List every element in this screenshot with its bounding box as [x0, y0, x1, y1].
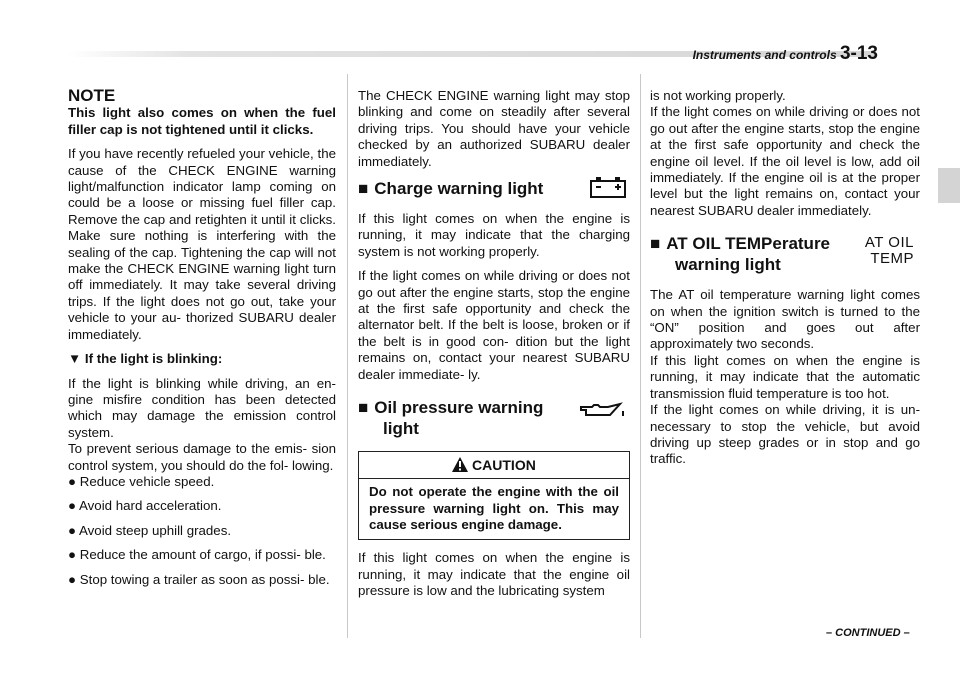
section-number: 3-13: [839, 43, 878, 64]
warning-triangle-icon: [452, 457, 468, 472]
continued-label: – CONTINUED –: [826, 627, 910, 639]
list-item: ● Reduce the amount of cargo, if possi- ble.: [68, 547, 326, 563]
list-item: ● Avoid hard acceleration.: [68, 498, 222, 514]
bullet-icon: ●: [68, 571, 77, 587]
note-text: This light also comes on when the fuel filler cap is not tightened until it clicks.: [68, 105, 336, 137]
page-header: [693, 43, 878, 65]
section-oil-pressure: ■ Oil pressure warning light: [358, 397, 630, 439]
paragraph: The AT oil temperature warning light comes on when the ignition switch is turned to the “ON” position and goes out after approximately two seconds.: [650, 287, 920, 352]
column-divider: [640, 74, 641, 638]
paragraph: If the light comes on while driving or does not go out after the engine starts, stop the engine at the first safe opportunity and check the alternator belt. If the belt is loose, broken or if the belt is in good con- dition but the light remains on, contact your nearest SUBARU dealer immediate- ly.: [358, 268, 630, 382]
caution-label: CAUTION: [472, 457, 536, 474]
paragraph: is not working properly.: [650, 88, 786, 103]
column-right: [650, 88, 920, 468]
bullet-icon: ●: [68, 473, 77, 489]
paragraph: If you have recently refueled your vehicle, the cause of the CHECK ENGINE warning light/malfunction indicator lamp coming on could be a loose or missing fuel filler cap. Remove the cap and retighten it until it clicks. Make sure nothing is interfering with the sealing of the cap. Tightening the cap will not make the CHECK ENGINE warning light turn off immediately. It may take several driving trips. If the light does not go out, take your vehicle to your au- thorized SUBARU dealer immediately.: [68, 146, 336, 342]
caution-header: [359, 452, 629, 479]
paragraph: If the light is blinking while driving, an en- gine misfire condition has been detected which may damage the emission control system.: [68, 375, 336, 440]
list-item: ● Reduce vehicle speed.: [68, 473, 215, 489]
square-bullet-icon: ■: [358, 398, 369, 418]
oil-can-icon: [578, 401, 626, 421]
paragraph: If this light comes on when the engine is running, it may indicate that the automatic transmission fluid temperature is too hot.: [650, 352, 920, 401]
triangle-down-icon: ▼: [68, 351, 82, 367]
paragraph: If the light comes on while driving, it is un- necessary to stop the vehicle, but avoid driving up steep grades or in stop and go traffic.: [650, 402, 920, 467]
paragraph: If the light comes on while driving or does not go out after the engine starts, stop the engine at the first safe opportunity and check the engine oil level. If the oil level is low, add oil immediately. If the engine oil is at the proper level but the light remains on, contact your nearest SUBARU dealer immediately.: [650, 104, 920, 218]
square-bullet-icon: ■: [650, 234, 661, 254]
column-left: [68, 88, 336, 596]
subheading-blinking: ▼ If the light is blinking:: [68, 351, 223, 367]
at-oil-temp-icon: AT OIL TEMP: [864, 234, 914, 268]
column-divider: [347, 74, 348, 638]
battery-icon: [590, 176, 626, 198]
header-title: Instruments and controls: [692, 48, 837, 62]
caution-box: [358, 451, 630, 540]
square-bullet-icon: ■: [358, 179, 369, 199]
section-at-oil-temp: ■ AT OIL TEMPerature warning light AT OIL TEMP: [650, 234, 914, 275]
note-title: NOTE: [68, 86, 116, 105]
section-charge-warning: ■ Charge warning light: [358, 178, 630, 199]
paragraph: To prevent serious damage to the emis- sion control system, you should do the fol- lowing.: [68, 441, 336, 473]
list-item: ● Stop towing a trailer as soon as possi- ble.: [68, 571, 330, 587]
chapter-tab: [938, 168, 960, 203]
caution-text: Do not operate the engine with the oil pressure warning light on. This may cause serious engine damage.: [369, 484, 619, 532]
column-middle: [358, 88, 630, 608]
paragraph: If this light comes on when the engine is running, it may indicate that the engine oil pressure is low and the lubricating system: [358, 550, 630, 599]
bullet-icon: ●: [68, 498, 77, 514]
list-item: ● Avoid steep uphill grades.: [68, 522, 232, 538]
paragraph: If this light comes on when the engine is running, it may indicate that the charging system is not working properly.: [358, 211, 630, 259]
bullet-icon: ●: [68, 547, 77, 563]
paragraph: The CHECK ENGINE warning light may stop blinking and come on steadily after several driving trips. You should have your vehicle checked by an authorized SUBARU dealer immediately.: [358, 88, 630, 169]
bullet-icon: ●: [68, 522, 77, 538]
